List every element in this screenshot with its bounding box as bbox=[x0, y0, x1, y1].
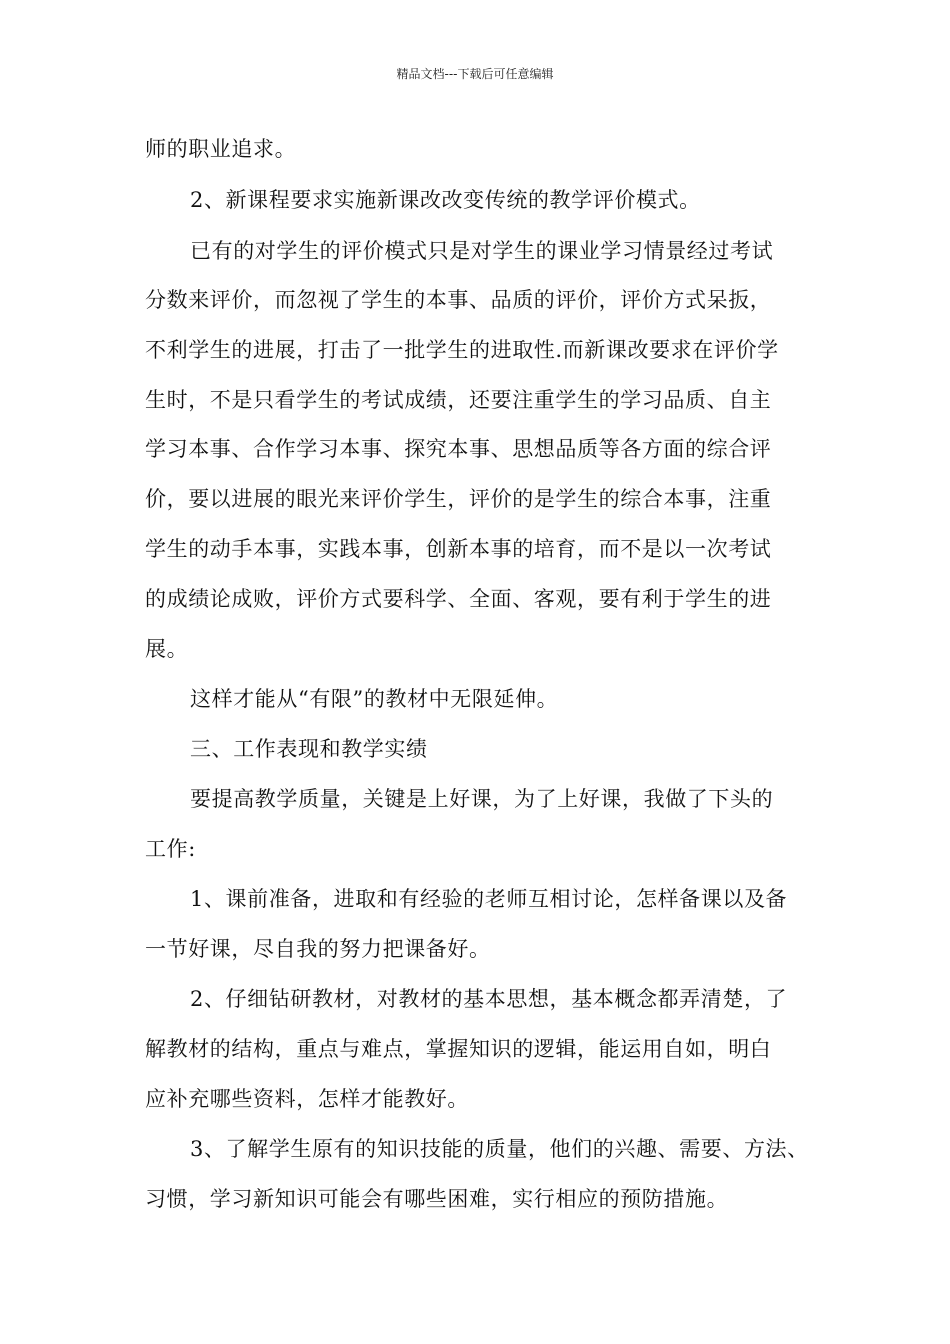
text-line: 师的职业追求。 bbox=[145, 137, 297, 161]
text-line: 工作: bbox=[145, 837, 196, 861]
text-line: 学生的动手本事，实践本事，创新本事的培育，而不是以一次考试 bbox=[145, 537, 772, 561]
text-line: 的成绩论成败，评价方式要科学、全面、客观，要有利于学生的进 bbox=[145, 587, 772, 611]
text-line: 不利学生的进展，打击了一批学生的进取性.而新课改要求在评价学 bbox=[145, 338, 779, 362]
text-line: 展。 bbox=[145, 637, 189, 661]
text-line: 价，要以进展的眼光来评价学生，评价的是学生的综合本事，注重 bbox=[145, 487, 772, 511]
text-line: 学习本事、合作学习本事、探究本事、思想品质等各方面的综合评 bbox=[145, 437, 772, 461]
text-line: 2、仔细钻研教材，对教材的基本思想，基本概念都弄清楚，了 bbox=[190, 987, 788, 1011]
text-line: 3、了解学生原有的知识技能的质量，他们的兴趣、需要、方法、 bbox=[190, 1137, 809, 1161]
section-heading: 三、工作表现和教学实绩 bbox=[190, 737, 428, 761]
text-line: 应补充哪些资料，怎样才能教好。 bbox=[145, 1087, 469, 1111]
text-line: 一节好课，尽自我的努力把课备好。 bbox=[145, 937, 491, 961]
text-line: 1、课前准备，进取和有经验的老师互相讨论，怎样备课以及备 bbox=[190, 887, 788, 911]
text-line: 要提高教学质量，关键是上好课，为了上好课，我做了下头的 bbox=[190, 787, 774, 811]
page-header: 精品文档---下载后可任意编辑 bbox=[396, 67, 554, 81]
text-line: 习惯，学习新知识可能会有哪些困难，实行相应的预防措施。 bbox=[145, 1187, 729, 1211]
text-line: 生时，不是只看学生的考试成绩，还要注重学生的学习品质、自主 bbox=[145, 388, 772, 412]
text-line: 2、新课程要求实施新课改改变传统的教学评价模式。 bbox=[190, 188, 701, 212]
text-line: 已有的对学生的评价模式只是对学生的课业学习情景经过考试 bbox=[190, 239, 774, 263]
text-line: 分数来评价，而忽视了学生的本事、品质的评价，评价方式呆扳， bbox=[145, 288, 772, 312]
text-line: 解教材的结构，重点与难点，掌握知识的逻辑，能运用自如，明白 bbox=[145, 1037, 772, 1061]
text-line: 这样才能从“有限”的教材中无限延伸。 bbox=[190, 687, 559, 711]
